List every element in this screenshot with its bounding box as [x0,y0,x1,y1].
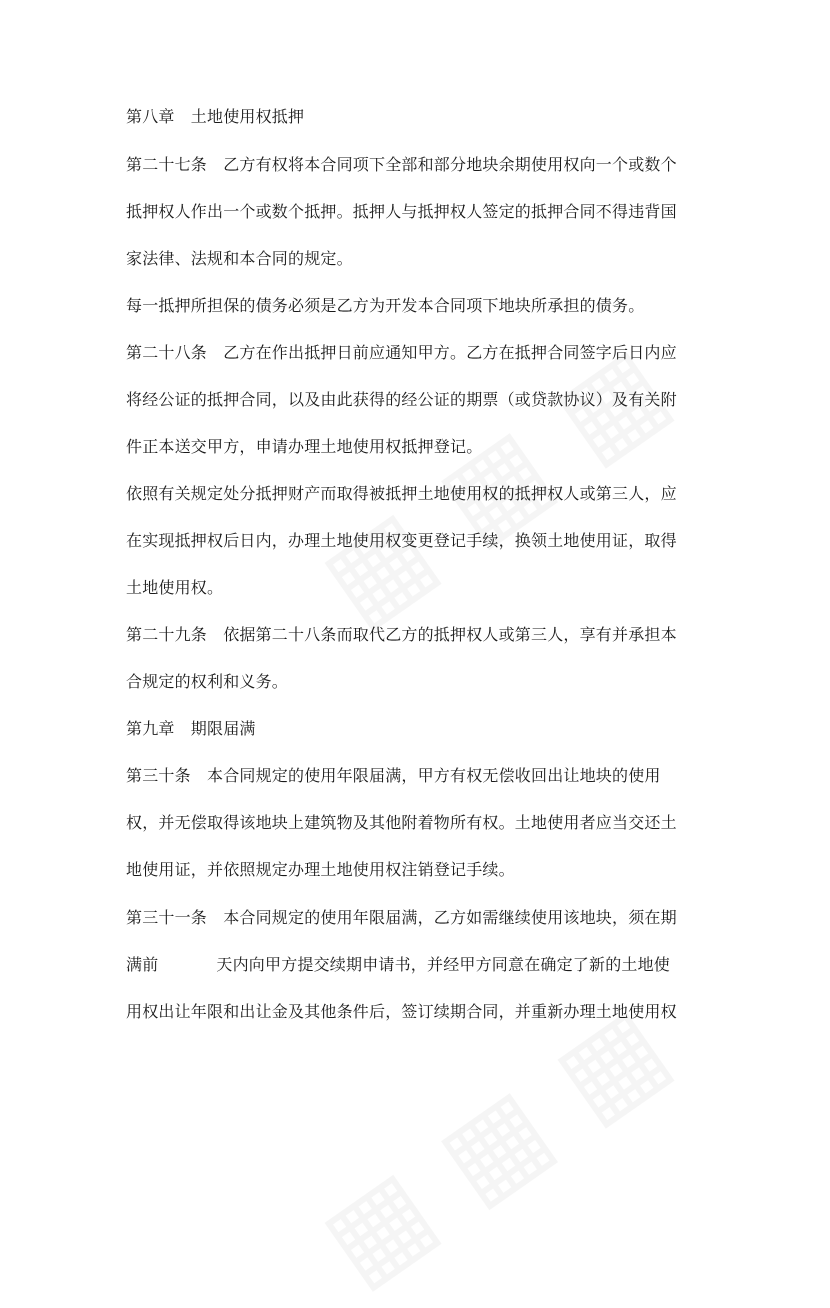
article-31-line-1: 第三十一条 本合同规定的使用年限届满，乙方如需继续使用该地块，须在期 [126,908,677,927]
article-29-line-1: 第二十九条 依据第二十八条而取代乙方的抵押权人或第三人，享有并承担本 [126,625,677,644]
article-27-line-1: 第二十七条 乙方有权将本合同项下全部和部分地块余期使用权向一个或数个 [126,155,677,174]
article-28-para-2-line-1: 依照有关规定处分抵押财产而取得被抵押土地使用权的抵押权人或第三人，应 [126,484,677,503]
article-30-line-1: 第三十条 本合同规定的使用年限届满，甲方有权无偿收回出让地块的使用 [126,766,661,785]
article-31-line-2-after-blank: 天内向甲方提交续期申请书，并经甲方同意在确定了新的土地使 [216,955,671,974]
article-28-para-2-line-3: 土地使用权。 [126,578,224,597]
article-27-line-2: 抵押权人作出一个或数个抵押。抵押人与抵押权人签定的抵押合同不得违背国 [126,202,677,221]
article-28-line-1: 第二十八条 乙方在作出抵押日前应通知甲方。乙方在抵押合同签字后日内应 [126,343,677,362]
article-30-line-2: 权，并无偿取得该地块上建筑物及其他附着物所有权。土地使用者应当交还土 [126,813,677,832]
article-28-line-3: 件正本送交甲方，申请办理土地使用权抵押登记。 [126,437,483,456]
article-27-para-2: 每一抵押所担保的债务必须是乙方为开发本合同项下地块所承担的债务。 [126,296,645,315]
article-29-line-2: 合规定的权利和义务。 [126,672,289,691]
article-30-line-3: 地使用证，并依照规定办理土地使用权注销登记手续。 [126,860,515,879]
article-31-line-3: 用权出让年限和出让金及其他条件后，签订续期合同，并重新办理土地使用权 [126,1002,677,1021]
watermark-mark-2 [298,980,690,1308]
chapter-8-heading: 第八章 土地使用权抵押 [126,107,305,126]
article-28-para-2-line-2: 在实现抵押权后日内，办理土地使用权变更登记手续，换领土地使用证，取得 [126,531,677,550]
chapter-9-heading: 第九章 期限届满 [126,719,256,738]
article-31-line-2 [126,954,670,976]
article-28-line-2: 将经公证的抵押合同，以及由此获得的经公证的期票（或贷款协议）及有关附 [126,390,677,409]
article-31-line-2-before-blank: 满前 [126,955,159,974]
article-27-line-3: 家法律、法规和本合同的规定。 [126,249,353,268]
